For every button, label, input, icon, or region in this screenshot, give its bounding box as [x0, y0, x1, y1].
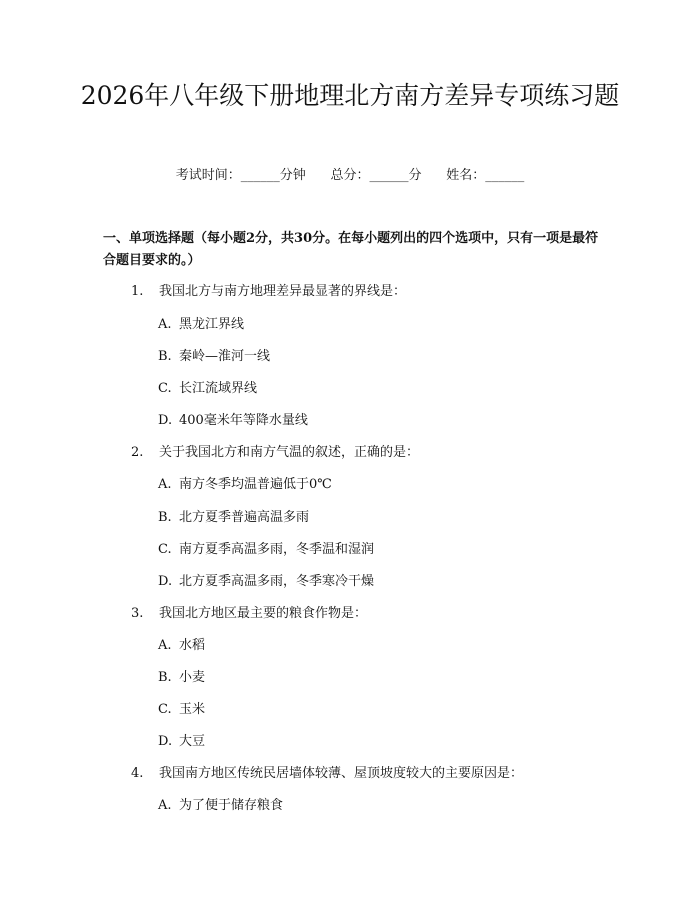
option-2a — [158, 475, 332, 495]
option-text: 玉米 — [179, 702, 206, 717]
option-letter: B. — [158, 670, 172, 685]
option-text: 南方冬季均温普遍低于0℃ — [179, 477, 332, 492]
option-3d — [158, 732, 205, 752]
question-text: 我国北方地区最主要的粮食作物是： — [159, 606, 368, 621]
option-letter: C. — [158, 381, 172, 396]
option-text: 水稻 — [179, 638, 206, 653]
option-text: 北方夏季高温多雨，冬季寒冷干燥 — [179, 574, 375, 589]
option-text: 为了便于储存粮食 — [179, 798, 284, 813]
option-text: 小麦 — [179, 670, 206, 685]
exam-info-line: 考试时间：______分钟 总分：______分 姓名：______ — [175, 168, 525, 183]
option-letter: C. — [158, 542, 172, 557]
page-title: 2026年八年级下册地理北方南方差异专项练习题 — [80, 81, 620, 110]
question-1 — [131, 282, 406, 302]
option-text: 400毫米年等降水量线 — [179, 413, 308, 428]
question-text: 我国南方地区传统民居墙体较薄、屋顶坡度较大的主要原因是： — [159, 766, 524, 781]
option-text: 大豆 — [179, 734, 206, 749]
option-1a — [158, 315, 244, 335]
option-text: 秦岭—淮河一线 — [179, 349, 271, 364]
option-2c — [158, 540, 374, 560]
question-text: 关于我国北方和南方气温的叙述，正确的是： — [159, 445, 420, 460]
option-3a — [158, 636, 205, 656]
option-3b — [158, 668, 205, 688]
question-4 — [131, 764, 523, 784]
option-letter: A. — [158, 317, 172, 332]
option-3c — [158, 700, 205, 720]
question-2 — [131, 443, 419, 463]
option-letter: D. — [158, 413, 173, 428]
option-text: 南方夏季高温多雨，冬季温和湿润 — [179, 542, 375, 557]
option-letter: A. — [158, 477, 172, 492]
question-3 — [131, 604, 367, 624]
question-text: 我国北方与南方地理差异最显著的界线是： — [159, 284, 407, 299]
option-2b — [158, 508, 309, 528]
option-1c — [158, 379, 257, 399]
question-number: 2. — [131, 445, 144, 460]
option-1b — [158, 347, 270, 367]
option-letter: B. — [158, 349, 172, 364]
option-text: 长江流域界线 — [179, 381, 258, 396]
option-letter: B. — [158, 510, 172, 525]
question-number: 4. — [131, 766, 144, 781]
option-letter: A. — [158, 638, 172, 653]
option-letter: D. — [158, 734, 173, 749]
option-text: 黑龙江界线 — [179, 317, 245, 332]
option-2d — [158, 572, 374, 592]
option-letter: A. — [158, 798, 172, 813]
section-heading: 一、单项选择题（每小题2分，共30分。在每小题列出的四个选项中，只有一项是最符合题目要求的。） — [103, 231, 599, 268]
option-4a — [158, 796, 283, 816]
question-number: 3. — [131, 606, 144, 621]
option-letter: C. — [158, 702, 172, 717]
option-text: 北方夏季普遍高温多雨 — [179, 510, 310, 525]
question-number: 1. — [131, 284, 144, 299]
option-letter: D. — [158, 574, 173, 589]
option-1d — [158, 411, 308, 431]
